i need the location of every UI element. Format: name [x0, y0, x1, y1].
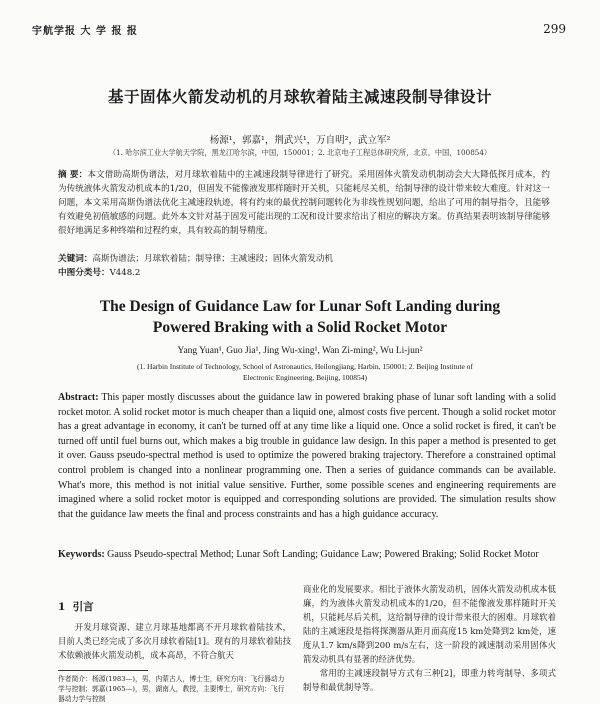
page-number: 299 [543, 22, 566, 36]
body-left-column [58, 582, 291, 704]
right-column-paragraph-1: 商业化的发展要求。相比于液体火箭发动机，固体火箭发动机成本低廉，约为液体火箭发动机成本的1/20，但不能像液发那样随时开关机，只能耗尽后关机，这给制导律的设计带来很大的困难。月球软着陆的主减速段是指将探测器从距月面高度15 km处降到2 km处，速度从1.7 km/s降到200 m/s左右，这一阶段的减速制动采用固体火箭发动机具有显著的经济优势。 [303, 584, 556, 664]
classification-label: 中图分类号： [58, 268, 110, 278]
body-right-column [303, 582, 556, 694]
classification-number [58, 266, 550, 280]
english-title [40, 296, 560, 338]
english-keywords-label: Keywords: [58, 549, 105, 560]
chinese-keywords-label: 关键词： [58, 254, 93, 264]
chinese-abstract-text: 本文借助高斯伪谱法，对月球软着陆中的主减速段制导律进行了研究。采用固体火箭发动机制动会大大降低探月成本，约为传统液体火箭发动机成本的1/20，但固发不能像液发那样随时开关机，只能耗尽关机，给制导律的设计带来较大难度。针对这一问题，本文采用高斯伪谱法优化主减速段轨迹，将有约束的最优控制问题转化为非线性规划问题，给出了可用的制导指令，且能够有效避免初值敏感的问题。此外本文针对基于固发可能出现的工况和设计要求给出了相应的解决方案。仿真结果表明该制导律能够很好地满足多种终端和过程约束，具有较高的制导精度。 [58, 170, 550, 236]
chinese-affiliation: （1. 哈尔滨工业大学航天学院，黑龙江哈尔滨，中国，150001；2. 北京电子工程总体研究所，北京，中国，100854） [108, 148, 492, 157]
introduction-paragraph: 开发月球资源、建立月球基地都离不开月球软着陆技术，目前人类已经完成了多次月球软着陆[1]。现有的月球软着陆技术依赖液体火箭发动机，成本高昂，不符合航天 [58, 622, 291, 660]
english-affiliation [120, 361, 490, 383]
english-abstract-label: Abstract: [58, 392, 99, 403]
english-title-line-2: Powered Braking with a Solid Rocket Motor [152, 319, 448, 336]
running-head [32, 22, 578, 38]
section-title: 引言 [72, 601, 94, 613]
footnote-divider [58, 670, 148, 671]
english-affiliation-line-1: (1. Harbin Institute of Technology, School of Astronautics, Heilongjiang, Harbin, 150001; 2. Beijing Institute of [137, 362, 473, 371]
section-number: 1 [58, 601, 66, 613]
chinese-keywords [58, 252, 550, 266]
chinese-authors: 杨源¹，郭嘉¹，荆武兴¹，万自明²，武立军² [209, 135, 391, 146]
author-footnote: 作者简介：杨源(1983—)，男，内蒙古人，博士生，研究方向：飞行器动力学与控制；郭嘉(1965—)，男，湖南人，教授，主要博士，研究方向：飞行器动力学与控制 [58, 675, 285, 703]
chinese-title: 基于固体火箭发动机的月球软着陆主减速段制导律设计 [107, 87, 492, 106]
section-heading [58, 600, 291, 614]
english-title-line-1: The Design of Guidance Law for Lunar Soft Landing during [99, 298, 501, 315]
classification-value: V448.2 [109, 268, 141, 278]
english-authors: Yang Yuan¹, Guo Jia¹, Jing Wu-xing¹, Wan Zi-ming², Wu Li-jun² [177, 346, 423, 356]
english-keywords [58, 548, 556, 563]
chinese-abstract [58, 168, 550, 238]
journal-name: 宇航学报 大 学 报 报 [32, 26, 138, 37]
english-keywords-text: Gauss Pseudo-spectral Method; Lunar Soft Landing; Guidance Law; Powered Braking; Solid Rocket Motor [107, 549, 539, 560]
chinese-abstract-label: 摘 要： [58, 170, 88, 180]
english-abstract-text: This paper mostly discusses about the guidance law in powered braking phase of lunar soft landing with a solid rocket motor. A solid rocket motor is much cheaper than a liquid one, almost costs five percent. Though a solid rocket motor has a great advantage in economy, it can't be turned off at any time like a liquid one. Once a solid rocket is fired, it can't be turned off until fuel burns out, which makes a big trouble in guidance law design. In this paper a method is presented to get it over. Gauss pseudo-spectral method is used to optimize the powered braking trajectory. Therefore a constrained optimal control problem is changed into a nonlinear programming one. Then a series of guidance commands can be available. What's more, this method is not initial value sensitive. Further, some possible scenes and engineering requirements are imagined where a solid rocket motor is equipped and corresponding solutions are provided. The simulation results show that the guidance law meets the final and process constraints and has a high guidance accuracy. [58, 392, 556, 520]
right-column-paragraph-2: 常用的主减速段制导方式有三种[2]，即重力转弯制导、多项式制导和最优制导等。 [303, 668, 556, 692]
english-abstract [58, 391, 556, 522]
chinese-keywords-text: 高斯伪谱法；月球软着陆；制导律；主减速段；固体火箭发动机 [92, 254, 334, 264]
english-affiliation-line-2: Electronic Engineering, Beijing, 100854) [243, 373, 367, 382]
